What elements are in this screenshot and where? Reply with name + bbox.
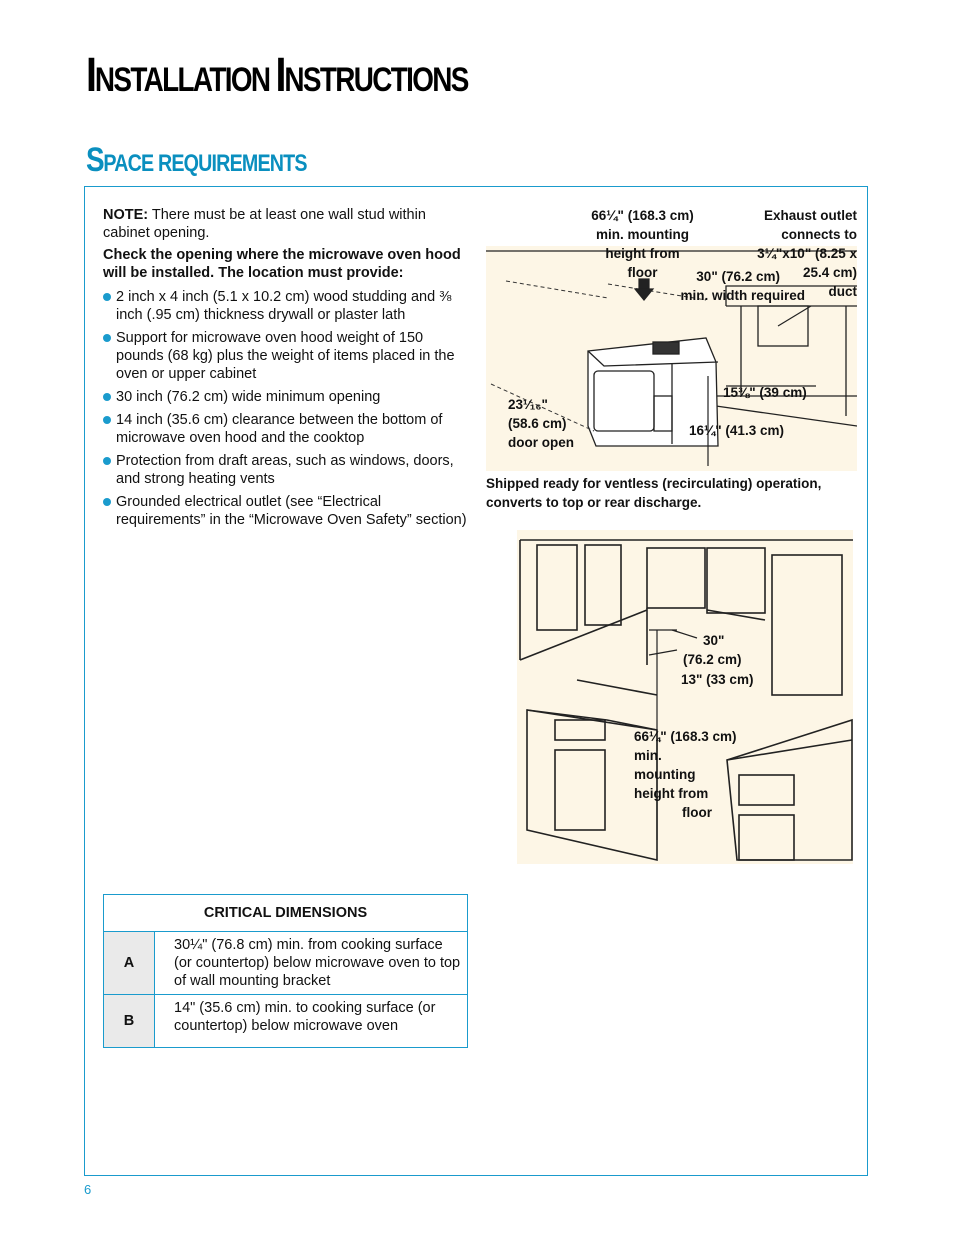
table-header: CRITICAL DIMENSIONS (104, 895, 467, 932)
table-value: 14" (35.6 cm) min. to cooking surface (or countertop) below microwave oven (174, 1000, 436, 1034)
table-key: A (104, 932, 155, 994)
requirements-text (103, 206, 468, 534)
table-row (104, 932, 467, 995)
callout-clearance: 13" (33 cm) (681, 672, 754, 687)
callout-cabinet-width: 30" (76.2 cm) (683, 633, 742, 667)
table-row (104, 995, 467, 1047)
diagram-caption: Shipped ready for ventless (recirculating) operation, converts to top or rear discharge. (486, 476, 822, 510)
table-key: B (104, 995, 155, 1047)
section-title: SPACE REQUIREMENTS (86, 141, 307, 179)
callout-hood-height: 16¼" (41.3 cm) (689, 423, 784, 438)
requirements-list (103, 288, 468, 529)
critical-dimensions-table (103, 894, 468, 1048)
note-paragraph: NOTE: There must be at least one wall stud within cabinet opening. (103, 207, 426, 241)
check-paragraph: Check the opening where the microwave oven hood will be installed. The location must provide: (103, 247, 461, 281)
list-item: Protection from draft areas, such as windows, doors, and strong heating vents (103, 452, 468, 488)
page-number: 6 (84, 1182, 92, 1197)
list-item: 14 inch (35.6 cm) clearance between the bottom of microwave oven hood and the cooktop (103, 411, 468, 447)
callout-mount-height: 66¼" (168.3 cm) min. mounting height from floor (591, 208, 694, 280)
callout-cabinet-height: 66¼" (168.3 cm) min. mounting height from floor (634, 729, 737, 820)
list-item: 30 inch (76.2 cm) wide minimum opening (103, 388, 468, 406)
list-item: Support for microwave oven hood weight of 150 pounds (68 kg) plus the weight of items placed in the oven or upper cabinet (103, 329, 468, 383)
callout-door-open: 23¹⁄₁₆" (58.6 cm) door open (508, 397, 574, 450)
list-item: Grounded electrical outlet (see “Electrical requirements” in the “Microwave Oven Safety” section) (103, 493, 468, 529)
callout-width: 30" (76.2 cm) min. width required (680, 269, 805, 303)
page-title: INSTALLATION INSTRUCTIONS (86, 49, 468, 102)
list-item: 2 inch x 4 inch (5.1 x 10.2 cm) wood studding and ⅜ inch (.95 cm) thickness drywall or plaster lath (103, 288, 468, 324)
callout-depth: 15⅜" (39 cm) (723, 385, 807, 400)
callout-exhaust: Exhaust outlet connects to 3¼"x10" (8.25 x 25.4 cm) duct (757, 208, 857, 299)
table-value: 30¼" (76.8 cm) min. from cooking surface (or countertop) below microwave oven to top of wall mounting bracket (174, 937, 461, 989)
